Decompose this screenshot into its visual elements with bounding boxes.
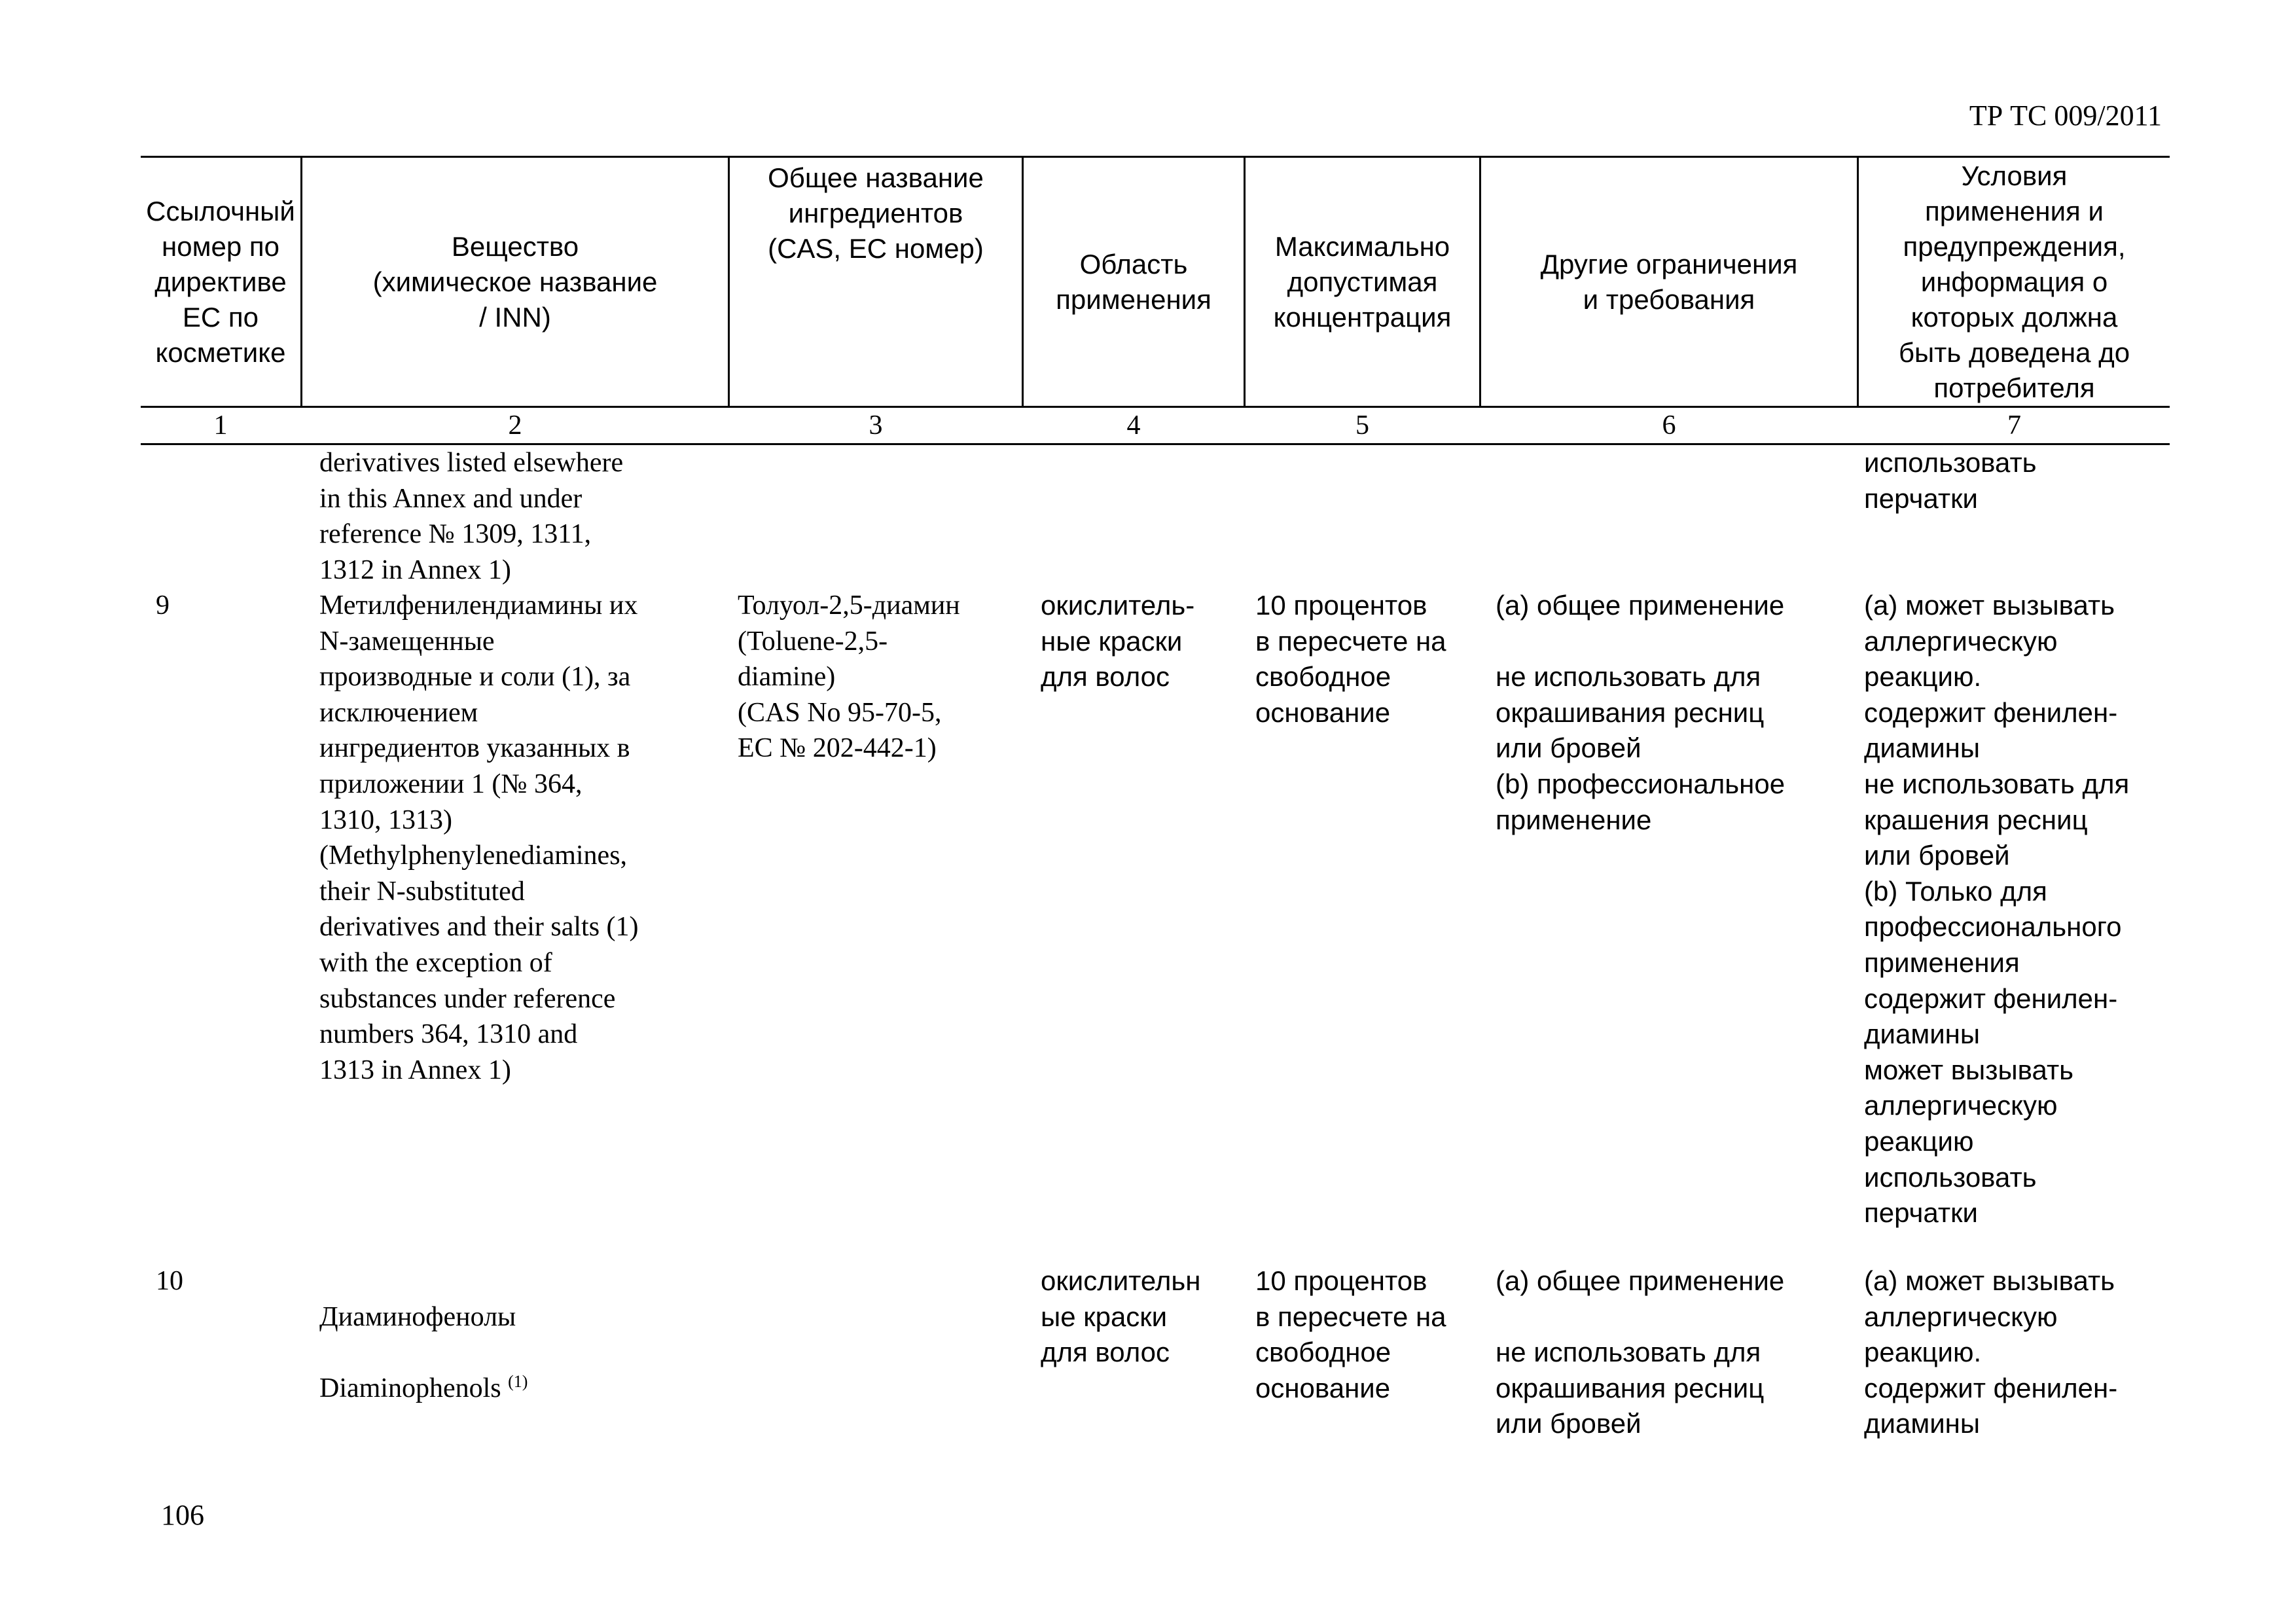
column-number: 4: [1126, 410, 1141, 441]
row-ref-number: 10: [156, 1266, 183, 1296]
continuation-substance: derivatives listed elsewhere in this Annex and under reference № 1309, 1311, 1312 in Annex 1): [319, 448, 624, 585]
substance-name-ru: Диаминофенолы: [319, 1301, 516, 1332]
row-field-of-use: окислительн ые краски для волос: [1041, 1265, 1201, 1368]
row-field-of-use: окислитель- ные краски для волос: [1041, 590, 1195, 693]
row-substance: [319, 1263, 725, 1406]
row-other-restrictions: (a) общее применение не использовать для окрашивания ресниц или бровей (b) профессиональное применение: [1496, 590, 1785, 835]
row-ref-number: 9: [156, 590, 170, 621]
column-number: 1: [213, 410, 228, 441]
header-substance: Вещество (химическое название / INN): [372, 230, 658, 333]
row-max-concentration: 10 процентов в пересчете на свободное основание: [1255, 590, 1446, 728]
header-ref-number: Ссылочный номер по директиве ЕС по косметике: [146, 195, 295, 368]
row-common-name: Толуол-2,5-диамин (Toluene-2,5- diamine) (CAS No 95-70-5, ЕС № 202-442-1): [738, 590, 960, 764]
header-other-restrictions: Другие ограничения и требования: [1540, 248, 1798, 315]
footnote-marker: (1): [508, 1371, 528, 1391]
header-field-of-use: Область применения: [1056, 248, 1211, 315]
header-common-name: Общее название ингредиентов (CAS, ЕС номер): [768, 162, 984, 264]
document-code: ТР ТС 009/2011: [1969, 99, 2162, 132]
column-number: 2: [508, 410, 522, 441]
page-number: 106: [161, 1499, 204, 1531]
column-number: 5: [1355, 410, 1369, 441]
row-substance: Метилфенилендиамины их N-замещенные производные и соли (1), за исключением ингредиентов указанных в приложении 1 (№ 364, 1310, 1313) (Methylphenylenediamines, their N-substituted derivatives and their salts (1) with the exception of substances under reference numbers 364, 1310 and 1313 in Annex 1): [319, 590, 639, 1085]
continuation-conditions: использовать перчатки: [1864, 447, 2037, 514]
substance-name-en: Diaminophenols: [319, 1373, 501, 1403]
header-conditions-warnings: Условия применения и предупреждения, информация о которых должна быть доведена до потребителя: [1898, 160, 2130, 403]
column-number: 3: [869, 410, 883, 441]
row-other-restrictions: (a) общее применение не использовать для окрашивания ресниц или бровей: [1496, 1265, 1785, 1439]
row-conditions-warnings: (a) может вызывать аллергическую реакцию. содержит фенилен- диамины: [1864, 1265, 2118, 1439]
column-number: 7: [2007, 410, 2021, 441]
row-conditions-warnings: (a) может вызывать аллергическую реакцию. содержит фенилен- диамины не использовать для крашения ресниц или бровей (b) Только для профессионального применения содержит фенилен- диамины может вызывать аллергическую реакцию использовать перчатки: [1864, 590, 2130, 1229]
column-number: 6: [1662, 410, 1676, 441]
header-max-concentration: Максимально допустимая концентрация: [1273, 230, 1452, 333]
row-max-concentration: 10 процентов в пересчете на свободное основание: [1255, 1265, 1446, 1403]
